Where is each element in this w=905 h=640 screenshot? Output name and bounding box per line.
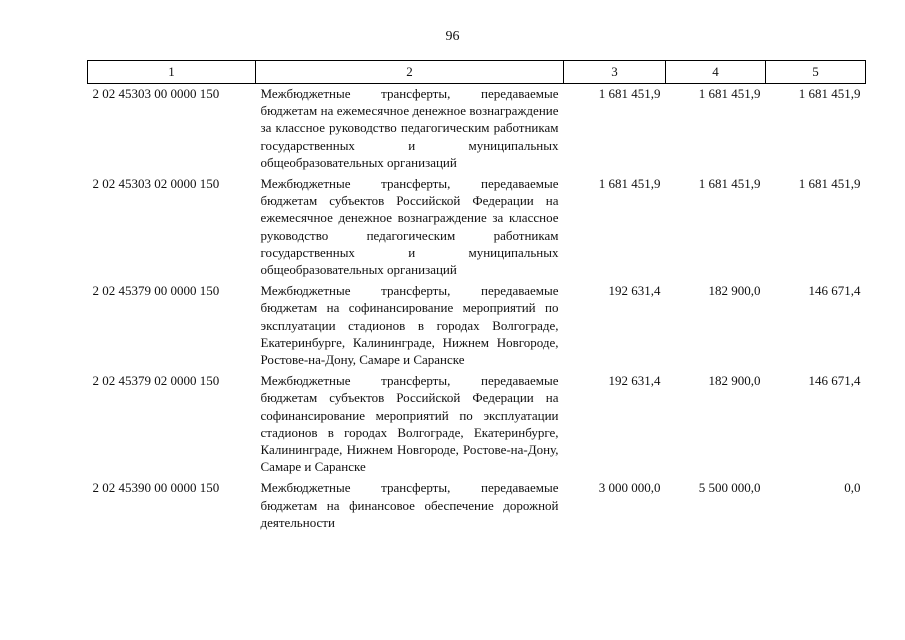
description: Межбюджетные трансферты, передаваемые бюджетам на софинансирование мероприятий по эксплуатации стадионов в городах Волгограде, Екатеринбурге, Калининграде, Нижнем Новгороде, Ростове-на-Дону, Самаре и Саранске [260,283,559,368]
table-row [88,84,866,175]
amount-col-4: 1 681 451,9 [698,176,761,192]
table-row [88,174,866,281]
column-header-1: 1 [88,61,256,84]
amount-col-3: 3 000 000,0 [598,480,661,496]
amount-col-3: 1 681 451,9 [598,86,661,101]
amount-col-3: 192 631,4 [608,373,661,389]
table-row [88,478,866,534]
budget-code: 2 02 45303 00 0000 150 [92,86,220,101]
budget-table [87,60,866,534]
column-header-4: 4 [666,61,766,84]
column-header-5: 5 [766,61,866,84]
amount-col-5: 1 681 451,9 [798,86,861,101]
amount-col-4: 5 500 000,0 [698,480,761,496]
amount-col-5: 1 681 451,9 [798,176,861,192]
page-number: 96 [445,29,460,44]
table-row [88,281,866,371]
amount-col-5: 146 671,4 [808,283,861,299]
amount-col-4: 182 900,0 [708,283,761,299]
amount-col-3: 192 631,4 [608,283,661,299]
amount-col-5: 0,0 [844,480,861,496]
budget-code: 2 02 45379 02 0000 150 [92,373,220,389]
amount-col-5: 146 671,4 [808,373,861,389]
description: Межбюджетные трансферты, передаваемые бюджетам субъектов Российской Федерации на софинансирование мероприятий по эксплуатации стадионов в городах Волгограде, Екатеринбурге, Калининграде, Нижнем Новгороде, Ростове-на-Дону, Самаре и Саранске [260,373,559,475]
column-header-2: 2 [256,61,564,84]
amount-col-4: 1 681 451,9 [698,86,761,101]
budget-code: 2 02 45390 00 0000 150 [92,480,220,496]
budget-code: 2 02 45303 02 0000 150 [92,176,220,192]
table-row [88,371,866,478]
column-number-row [88,61,866,84]
amount-col-4: 182 900,0 [708,373,761,389]
description: Межбюджетные трансферты, передаваемые бюджетам на финансовое обеспечение дорожной деятельности [260,480,559,530]
description: Межбюджетные трансферты, передаваемые бюджетам на ежемесячное денежное вознаграждение за классное руководство педагогическим работникам государственных и муниципальных общеобразовательных организаций [260,86,559,170]
amount-col-3: 1 681 451,9 [598,176,661,192]
budget-code: 2 02 45379 00 0000 150 [92,283,220,299]
description: Межбюджетные трансферты, передаваемые бюджетам субъектов Российской Федерации на ежемесячное денежное вознаграждение за классное руководство педагогическим работникам государственных и муниципальных общеобразовательных организаций [260,176,559,278]
column-header-3: 3 [564,61,666,84]
